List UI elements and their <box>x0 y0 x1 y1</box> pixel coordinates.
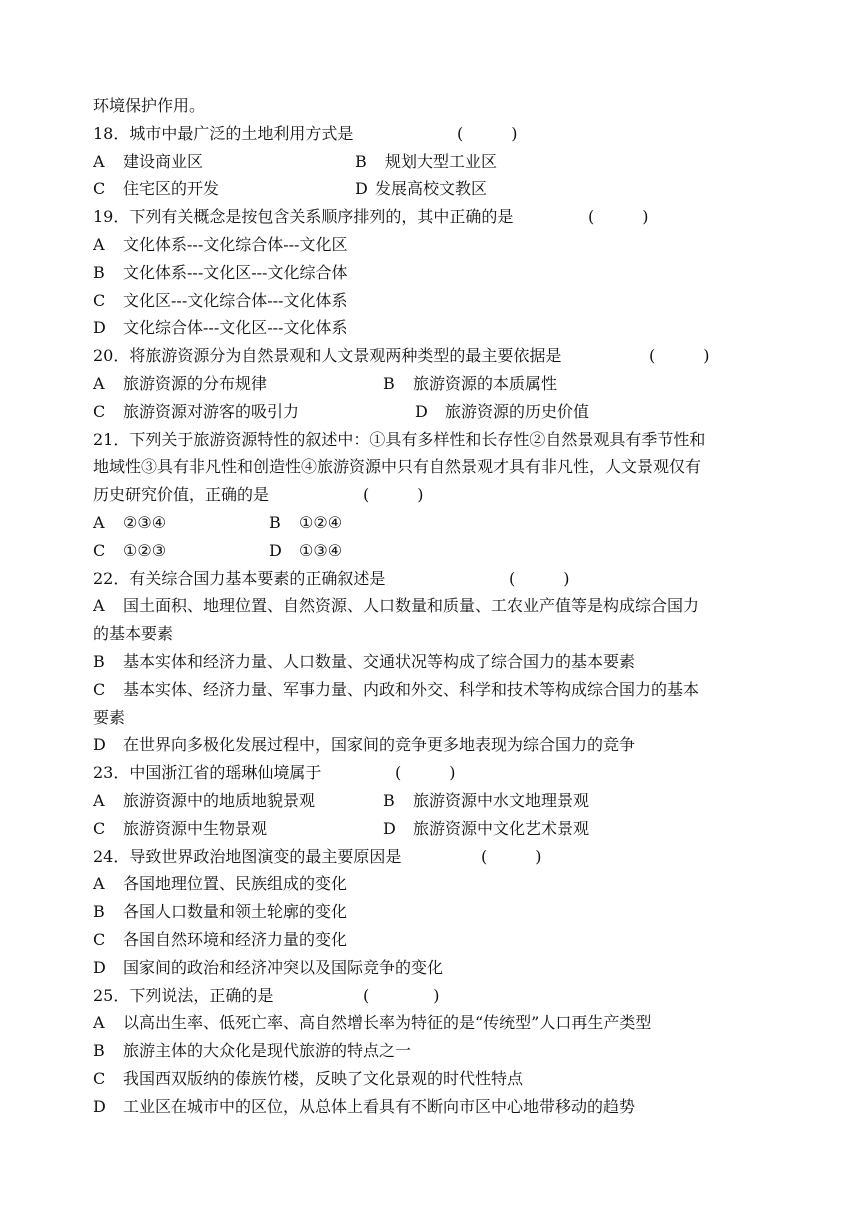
option-text: 旅游资源中水文地理景观 <box>413 790 590 810</box>
option-text: 旅游资源中文化艺术景观 <box>413 818 590 838</box>
question-20-options-row-2 <box>93 398 773 426</box>
option-text: 各国人口数量和领土轮廓的变化 <box>123 902 348 922</box>
question-22-text: 22．有关综合国力基本要素的正确叙述是 <box>93 568 386 588</box>
question-21-options-row-2 <box>93 537 773 565</box>
option-text: ①②③ <box>123 540 167 560</box>
option-letter: B <box>93 902 105 922</box>
question-19-option-b <box>93 259 773 287</box>
option-text: 文化区---文化综合体---文化体系 <box>123 290 348 310</box>
question-24-option-d <box>93 954 773 982</box>
question-21-options-row-1 <box>93 509 773 537</box>
option-text: 以高出生率、低死亡率、高自然增长率为特征的是“传统型”人口再生产类型 <box>123 1013 652 1033</box>
question-23-stem <box>93 759 773 787</box>
option-letter: B <box>93 262 105 282</box>
question-22-answer-paren: ( ) <box>509 568 570 588</box>
option-letter: B <box>93 1041 105 1061</box>
question-25-option-a <box>93 1009 773 1037</box>
option-text: 在世界向多极化发展过程中，国家间的竞争更多地表现为综合国力的竞争 <box>123 735 636 755</box>
question-23-options-row-2 <box>93 815 773 843</box>
question-20-answer-paren: ( ) <box>649 346 710 366</box>
option-text: 旅游资源的本质属性 <box>413 373 558 393</box>
option-letter: B <box>93 651 105 671</box>
question-19-answer-paren: ( ) <box>588 207 649 227</box>
option-letter: A <box>93 1013 105 1033</box>
option-text: ①②④ <box>299 512 343 532</box>
option-letter: B <box>383 373 395 393</box>
question-24-text: 24．导致世界政治地图演变的最主要原因是 <box>93 846 402 866</box>
question-18-options-row-2 <box>93 175 773 203</box>
question-19-option-a <box>93 231 773 259</box>
question-24-option-b <box>93 898 773 926</box>
option-letter: B <box>383 790 395 810</box>
question-18-stem <box>93 120 773 148</box>
option-letter: D <box>93 1096 106 1116</box>
option-text: 旅游资源中的地质地貌景观 <box>123 790 316 810</box>
question-25-stem <box>93 982 773 1010</box>
question-23-options-row-1 <box>93 787 773 815</box>
question-21-stem-line-3 <box>93 481 773 509</box>
option-text: 工业区在城市中的区位，从总体上看具有不断向市区中心地带移动的趋势 <box>123 1096 636 1116</box>
option-letter: A <box>93 596 105 616</box>
question-24-stem <box>93 843 773 871</box>
question-21-stem-line-2: 地域性③具有非凡性和创造性④旅游资源中只有自然景观才具有非凡性，人文景观仅有 <box>93 457 702 477</box>
question-21-answer-paren: ( ) <box>363 485 424 505</box>
question-20-options-row-1 <box>93 370 773 398</box>
option-text: ②③④ <box>123 512 167 532</box>
question-24-answer-paren: ( ) <box>481 846 542 866</box>
question-24-option-a <box>93 870 773 898</box>
option-letter: D <box>415 401 428 421</box>
option-letter: C <box>93 179 106 199</box>
option-letter: C <box>93 401 106 421</box>
option-letter: A <box>93 373 105 393</box>
option-text: ①③④ <box>299 540 343 560</box>
option-letter: A <box>93 234 105 254</box>
option-text: 旅游资源中生物景观 <box>123 818 268 838</box>
option-letter: A <box>93 790 105 810</box>
question-20-text: 20．将旅游资源分为自然景观和人文景观两种类型的最主要依据是 <box>93 346 562 366</box>
option-text: 旅游资源的历史价值 <box>445 401 590 421</box>
question-25-answer-paren: ( ) <box>363 985 440 1005</box>
question-22-option-a-line-1 <box>93 592 773 620</box>
option-text: 各国地理位置、民族组成的变化 <box>123 874 348 894</box>
option-text: 旅游主体的大众化是现代旅游的特点之一 <box>123 1041 412 1061</box>
option-text: 文化体系---文化综合体---文化区 <box>123 234 348 254</box>
option-letter: A <box>93 512 105 532</box>
option-text: 各国自然环境和经济力量的变化 <box>123 929 348 949</box>
option-letter: C <box>93 818 106 838</box>
question-22-option-b <box>93 648 773 676</box>
option-text: 住宅区的开发 <box>123 179 220 199</box>
option-letter: C <box>93 540 106 560</box>
option-letter: C <box>93 290 106 310</box>
question-25-option-b <box>93 1037 773 1065</box>
option-letter: C <box>93 929 106 949</box>
option-letter: D <box>269 540 282 560</box>
option-letter: D <box>93 957 106 977</box>
question-18-options-row-1 <box>93 148 773 176</box>
intro-line: 环境保护作用。 <box>93 96 206 115</box>
option-letter: A <box>93 151 105 171</box>
option-text: 国家间的政治和经济冲突以及国际竞争的变化 <box>123 957 444 977</box>
option-letter: D <box>93 735 106 755</box>
option-letter: B <box>269 512 281 532</box>
question-22-option-c-line-1 <box>93 676 773 704</box>
option-letter: C <box>93 1068 106 1088</box>
option-text: 基本实体、经济力量、军事力量、内政和外交、科学和技术等构成综合国力的基本 <box>123 679 700 699</box>
question-22-stem <box>93 565 773 593</box>
option-text: 旅游资源对游客的吸引力 <box>123 401 300 421</box>
question-19-option-d <box>93 314 773 342</box>
question-23-text: 23．中国浙江省的瑶琳仙境属于 <box>93 763 322 783</box>
option-text: 我国西双版纳的傣族竹楼，反映了文化景观的时代性特点 <box>123 1068 524 1088</box>
question-19-stem <box>93 203 773 231</box>
question-22-option-a-line-2: 的基本要素 <box>93 624 174 644</box>
question-25-text: 25．下列说法，正确的是 <box>93 985 274 1005</box>
question-20-stem <box>93 342 773 370</box>
option-text: 基本实体和经济力量、人口数量、交通状况等构成了综合国力的基本要素 <box>123 651 636 671</box>
question-18-answer-paren: ( ) <box>457 123 518 143</box>
question-22-option-d <box>93 731 773 759</box>
option-letter: C <box>93 679 106 699</box>
option-letter: A <box>93 874 105 894</box>
option-text: 发展高校文教区 <box>375 179 488 199</box>
question-24-option-c <box>93 926 773 954</box>
option-letter: D <box>355 179 368 199</box>
option-text: 文化体系---文化区---文化综合体 <box>123 262 348 282</box>
question-21-text: 历史研究价值，正确的是 <box>93 485 270 505</box>
option-text: 国土面积、地理位置、自然资源、人口数量和质量、工农业产值等是构成综合国力 <box>123 596 700 616</box>
question-19-text: 19．下列有关概念是按包含关系顺序排列的，其中正确的是 <box>93 207 514 227</box>
question-19-option-c <box>93 287 773 315</box>
question-18-text: 18．城市中最广泛的土地利用方式是 <box>93 123 354 143</box>
option-text: 文化综合体---文化区---文化体系 <box>123 318 348 338</box>
option-letter: B <box>355 151 367 171</box>
option-text: 旅游资源的分布规律 <box>123 373 268 393</box>
question-25-option-d <box>93 1093 773 1121</box>
option-letter: D <box>383 818 396 838</box>
question-25-option-c <box>93 1065 773 1093</box>
exam-page <box>93 92 773 1120</box>
question-23-answer-paren: ( ) <box>395 763 456 783</box>
question-22-option-c-line-2: 要素 <box>93 707 126 727</box>
option-text: 建设商业区 <box>123 151 204 171</box>
question-21-stem-line-1: 21．下列关于旅游资源特性的叙述中：①具有多样性和长存性②自然景观具有季节性和 <box>93 429 706 449</box>
option-text: 规划大型工业区 <box>385 151 498 171</box>
option-letter: D <box>93 318 106 338</box>
